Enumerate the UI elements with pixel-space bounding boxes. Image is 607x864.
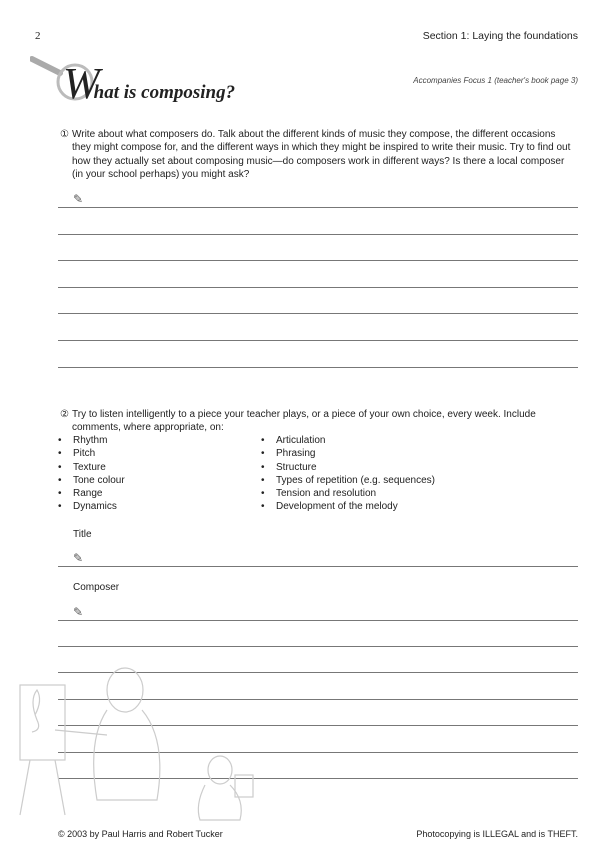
list-item: • Structure <box>261 461 435 474</box>
page-title <box>63 58 235 109</box>
page-number: 2 <box>35 30 41 42</box>
list-item: • Rhythm <box>58 434 125 447</box>
question-1 <box>60 128 575 181</box>
answer-line[interactable] <box>58 646 578 647</box>
answer-line[interactable] <box>58 313 578 314</box>
title-rest: hat is composing? <box>93 82 236 103</box>
list-item: • Types of repetition (e.g. sequences) <box>261 474 435 487</box>
list-item: • Dynamics <box>58 500 125 513</box>
answer-line[interactable] <box>58 367 578 368</box>
criteria-list-left <box>58 434 125 514</box>
title-initial: W <box>63 59 100 108</box>
section-header: Section 1: Laying the foundations <box>422 30 578 42</box>
list-item: • Pitch <box>58 447 125 460</box>
title-answer-line[interactable] <box>58 566 578 567</box>
criteria-list-right <box>261 434 435 514</box>
composer-label: Composer <box>73 582 120 593</box>
title-label: Title <box>73 529 92 540</box>
list-item: • Phrasing <box>261 447 435 460</box>
answer-line[interactable] <box>58 234 578 235</box>
question-number: ① <box>60 129 69 140</box>
copy-notice: Photocopying is ILLEGAL and is THEFT. <box>416 829 578 839</box>
answer-line[interactable] <box>58 340 578 341</box>
list-item: • Development of the melody <box>261 500 435 513</box>
answer-line[interactable] <box>58 260 578 261</box>
list-item: • Texture <box>58 461 125 474</box>
list-item: • Articulation <box>261 434 435 447</box>
list-item: • Tone colour <box>58 474 125 487</box>
list-item: • Tension and resolution <box>261 487 435 500</box>
question-2 <box>60 408 575 435</box>
question-text: Try to listen intelligently to a piece your teacher plays, or a piece of your own choice, every week. Include comments, where appropriate, on: <box>72 409 536 434</box>
accompanies-note: Accompanies Focus 1 (teacher's book page 3) <box>413 76 578 85</box>
answer-line[interactable] <box>58 207 578 208</box>
list-item: • Range <box>58 487 125 500</box>
composer-illustration <box>15 655 255 825</box>
question-number: ② <box>60 409 69 420</box>
copyright: © 2003 by Paul Harris and Robert Tucker <box>58 829 223 839</box>
composer-answer-line[interactable] <box>58 620 578 621</box>
pencil-icon: ✎ <box>73 551 84 565</box>
question-text: Write about what composers do. Talk about the different kinds of music they compose, the different occasions they might compose for, and the different ways in which they might be inspired to write their music. Try to find out how they actually set about composing music—do composers work in different ways? Is there a local composer (in your school perhaps) you might ask? <box>72 129 571 180</box>
pencil-icon: ✎ <box>73 605 84 619</box>
answer-line[interactable] <box>58 287 578 288</box>
pencil-icon: ✎ <box>73 192 84 206</box>
